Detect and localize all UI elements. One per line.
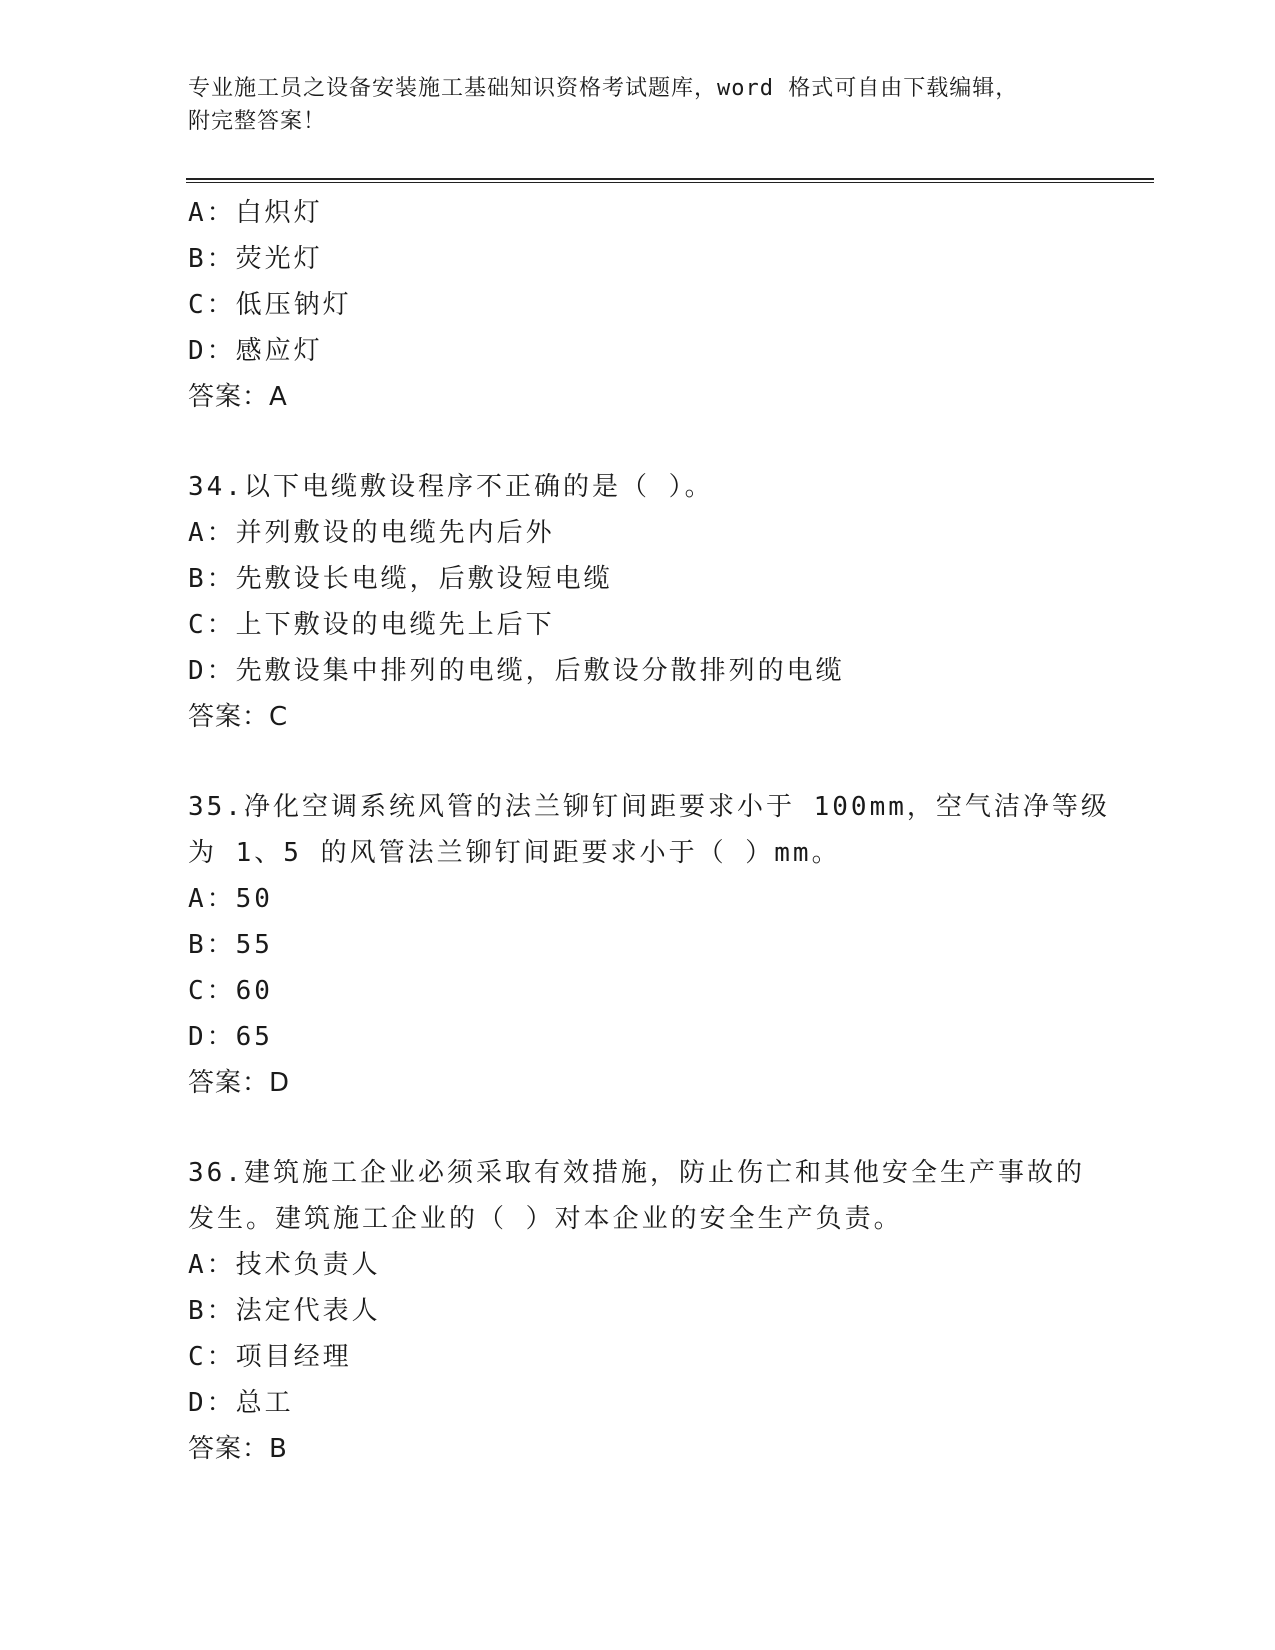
header-line-2: 附完整答案！ [188,109,327,134]
answer-line: 答案：C [188,702,289,732]
option-a: A：并列敷设的电缆先内后外 [188,518,555,548]
option-a: A：技术负责人 [188,1250,381,1280]
question-list [188,190,1110,1472]
option-b: B：55 [188,930,273,960]
option-d: D：先敷设集中排列的电缆，后敷设分散排列的电缆 [188,656,845,686]
option-c: C：上下敷设的电缆先上后下 [188,610,555,640]
header-line-1: 专业施工员之设备安装施工基础知识资格考试题库，word 格式可自由下载编辑， [188,76,1019,101]
option-c: C：项目经理 [188,1342,352,1372]
question-35 [188,784,1110,1106]
option-d: D：感应灯 [188,336,323,366]
question-33 [188,190,1088,420]
option-b: B：荧光灯 [188,244,323,274]
option-c: C：60 [188,976,273,1006]
question-text-line-2: 为 1、5 的风管法兰铆钉间距要求小于（ ）mm。 [188,838,841,868]
option-d: D：总工 [188,1388,294,1418]
header-divider [186,178,1154,183]
answer-line: 答案：A [188,382,288,412]
option-c: C：低压钠灯 [188,290,352,320]
option-b: B：法定代表人 [188,1296,381,1326]
option-b: B：先敷设长电缆，后敷设短电缆 [188,564,613,594]
question-text-line-1: 36.建筑施工企业必须采取有效措施，防止伤亡和其他安全生产事故的 [188,1158,1085,1188]
answer-line: 答案：D [188,1068,291,1098]
option-a: A：50 [188,884,273,914]
question-text: 34.以下电缆敷设程序不正确的是（ ）。 [188,472,714,502]
question-34 [188,464,1088,740]
document-header [188,72,1088,138]
answer-line: 答案：B [188,1434,288,1464]
question-text-line-1: 35.净化空调系统风管的法兰铆钉间距要求小于 100mm，空气洁净等级 [188,792,1110,822]
option-a: A：白炽灯 [188,198,323,228]
option-d: D：65 [188,1022,273,1052]
question-text-line-2: 发生。建筑施工企业的（ ）对本企业的安全生产负责。 [188,1204,903,1234]
question-36 [188,1150,1088,1472]
